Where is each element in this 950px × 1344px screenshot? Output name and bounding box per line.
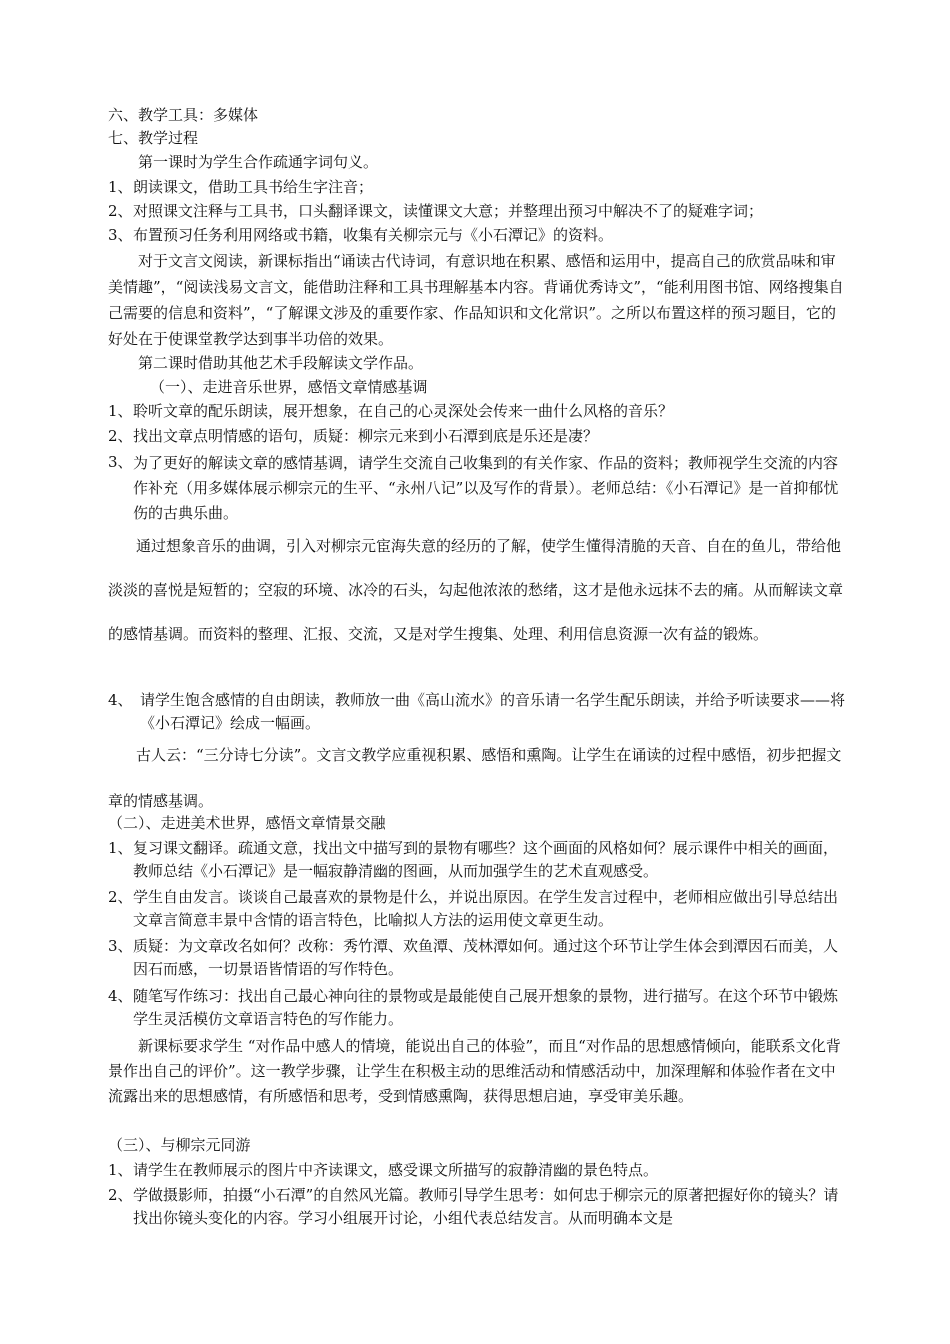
heading-teaching-tools: 六、教学工具：多媒体 — [108, 106, 259, 124]
list-number: 2、 — [108, 202, 133, 220]
list-number: 4、 — [108, 691, 133, 709]
list-text: 朗读课文，借助工具书给生字注音； — [133, 178, 374, 196]
lesson2-title: 第二课时借助其他艺术手段解读文学作品。 — [138, 354, 424, 372]
part1-comment-1: 通过想象音乐的曲调，引入对柳宗元宦海失意的经历的了解，使学生懂得清脆的天音、自在的鱼儿，带给他淡淡的喜悦是短暂的；空寂的环境、冰冷的石头，勾起他浓浓的愁绪，这才是他永远抹不去的痛。从而解读文章的感情基调。而资料的整理、汇报、交流，又是对学生搜集、处理、利用信息资源一次有益的锻炼。 — [108, 537, 844, 643]
lesson1-comment: 对于文言文阅读，新课标指出“诵读古代诗词，有意识地在积累、感悟和运用中，提高自己的欣赏品味和审美情趣”，“阅读浅易文言文，能借助注释和工具书理解基本内容。背诵优秀诗文”，“能利用图书馆、网络搜集自己需要的信息和资料”，“了解课文涉及的重要作家、作品知识和文化常识”。之所以布置这样的预习题目，它的好处在于使课堂教学达到事半功倍的效果。 — [108, 252, 844, 348]
list-number: 1、 — [108, 178, 133, 196]
list-text: 为了更好的解读文章的感情基调，请学生交流自己收集到的有关作家、作品的资料；教师视学生交流的内容作补充（用多媒体展示柳宗元的生平、“永州八记”以及写作的背景）。老师总结：《小石潭记》是一首抑郁忧伤的古典乐曲。 — [133, 454, 839, 522]
list-number: 3、 — [108, 226, 133, 244]
list-text: 学生自由发言。谈谈自己最喜欢的景物是什么，并说出原因。在学生发言过程中，老师相应做出引导总结出文章言简意丰景中含情的语言特色，比喻拟人方法的运用使文章更生动。 — [133, 888, 839, 929]
list-text: 质疑：为文章改名如何？改称：秀竹潭、欢鱼潭、茂林潭如何。通过这个环节让学生体会到潭因石而美，人因石而感，一切景语皆情语的写作特色。 — [133, 937, 839, 978]
lesson1-title: 第一课时为学生合作疏通字词句义。 — [138, 153, 379, 171]
list-text: 随笔写作练习：找出自己最心神向往的景物或是最能使自己展开想象的景物，进行描写。在这个环节中锻炼学生灵活模仿文章语言特色的写作能力。 — [133, 987, 839, 1028]
part2-comment: 新课标要求学生 “对作品中感人的情境，能说出自己的体验”，而且“对作品的思想感情倾向，能联系文化背景作出自己的评价”。这一教学步骤，让学生在积极主动的思维活动和情感活动中，加深理解和体验作者在文中流露出来的思想感情，有所感悟和思考，受到情感熏陶，获得思想启迪，享受审美乐趣。 — [108, 1037, 841, 1105]
part2-title: （二）、走进美术世界，感悟文章情景交融 — [108, 814, 386, 832]
list-text: 布置预习任务利用网络或书籍，收集有关柳宗元与《小石潭记》的资料。 — [133, 226, 614, 244]
list-text: 请学生在教师展示的图片中齐读课文，感受课文所描写的寂静清幽的景色特点。 — [133, 1161, 659, 1179]
list-number: 1、 — [108, 402, 133, 420]
list-number: 3、 — [108, 453, 133, 471]
list-text: 复习课文翻译。疏通文意，找出文中描写到的景物有哪些？这个画面的风格如何？展示课件中相关的画面，教师总结《小石潭记》是一幅寂静清幽的图画，从而加强学生的艺术直观感受。 — [133, 839, 839, 880]
list-text: 找出文章点明情感的语句，质疑：柳宗元来到小石潭到底是乐还是凄？ — [133, 427, 599, 445]
list-number: 3、 — [108, 937, 133, 955]
list-number: 1、 — [108, 839, 133, 857]
part3-title: （三）、与柳宗元同游 — [108, 1136, 251, 1154]
list-text: 请学生饱含感情的自由朗读，教师放一曲《高山流水》的音乐请一名学生配乐朗读，并给予听读要求——将《小石潭记》绘成一幅画。 — [140, 691, 846, 732]
part1-title: （一）、走进音乐世界，感悟文章情感基调 — [150, 378, 428, 396]
list-number: 2、 — [108, 888, 133, 906]
list-number: 4、 — [108, 987, 133, 1005]
list-number: 2、 — [108, 427, 133, 445]
list-number: 2、 — [108, 1186, 133, 1204]
heading-teaching-process: 七、教学过程 — [108, 129, 199, 147]
list-text: 学做摄影师，拍摄“小石潭”的自然风光篇。教师引导学生思考：如何忠于柳宗元的原著把握好你的镜头？请找出你镜头变化的内容。学习小组展开讨论，小组代表总结发言。从而明确本文是 — [133, 1186, 839, 1227]
part1-comment-2: 古人云：“三分诗七分读”。文言文教学应重视积累、感悟和熏陶。让学生在诵读的过程中感悟，初步把握文章的情感基调。 — [108, 746, 842, 810]
list-number: 1、 — [108, 1161, 133, 1179]
list-text: 对照课文注释与工具书，口头翻译课文，读懂课文大意；并整理出预习中解决不了的疑难字词； — [133, 202, 764, 220]
list-text: 聆听文章的配乐朗读，展开想象，在自己的心灵深处会传来一曲什么风格的音乐？ — [133, 402, 674, 420]
